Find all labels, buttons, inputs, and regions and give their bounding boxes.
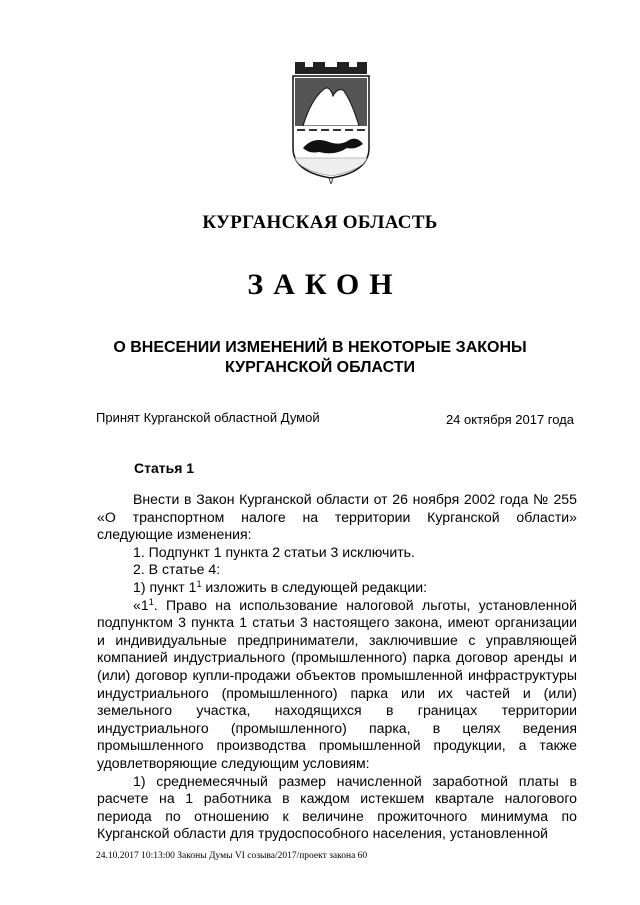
adopted-by: Принят Курганской областной Думой (96, 410, 320, 425)
paragraph (97, 597, 577, 773)
document-type-title: ЗАКОН (247, 268, 403, 301)
paragraph: 1. Подпункт 1 пункта 2 статьи 3 исключить. (133, 543, 415, 560)
text-span: 1) пункт 1 (133, 578, 197, 595)
region-title: КУРГАНСКАЯ ОБЛАСТЬ (202, 212, 438, 233)
footer-note: 24.10.2017 10:13:00 Законы Думы VI созыва/2017/проект закона 60 (96, 851, 368, 861)
paragraph: 2. В статье 4: (133, 561, 221, 578)
text-span: изложить в следующей редакции: (201, 578, 428, 595)
law-subject-line: КУРГАНСКОЙ ОБЛАСТИ (224, 359, 416, 376)
article-body (97, 491, 577, 843)
adoption-date: 24 октября 2017 года (445, 412, 574, 427)
text-span: «1 (133, 596, 149, 613)
paragraph: 1) среднемесячный размер начисленной заработной платы в расчете на 1 работника в каждом истекшем квартале налогового периода по отношению к величине прожиточного минимума по Курганской области для трудоспособного населения, установленной (97, 772, 577, 842)
paragraph: Внести в Закон Курганской области от 26 ноября 2002 года № 255 «О транспортном налоге на территории Курганской области» следующие изменения: (97, 491, 577, 543)
superscript: 1 (196, 578, 202, 589)
kurgan-coat-of-arms-icon (289, 60, 373, 184)
law-subject (60, 338, 580, 378)
text-span: . Право на использование налоговой льготы, установленной подпунктом 3 пункта 1 статьи 3 настоящего закона, имеют организации и индивидуальные предприниматели, заключившие с управляющей компанией индустриального (промышленного) парка договор аренды и (или) договор купли-продажи объектов промышленной инфраструктуры индустриального (промышленного) парка или их частей и (или) земельного участка, находящихся в границах территории индустриального (промышленного) парка, в целях ведения промышленного производства промышленной продукции, а также удовлетворяющие следующим условиям: (97, 596, 577, 771)
article-title: Статья 1 (134, 460, 195, 476)
law-subject-line: О ВНЕСЕНИИ ИЗМЕНЕНИЙ В НЕКОТОРЫЕ ЗАКОНЫ (113, 339, 527, 356)
paragraph (97, 579, 577, 597)
superscript: 1 (148, 596, 154, 607)
